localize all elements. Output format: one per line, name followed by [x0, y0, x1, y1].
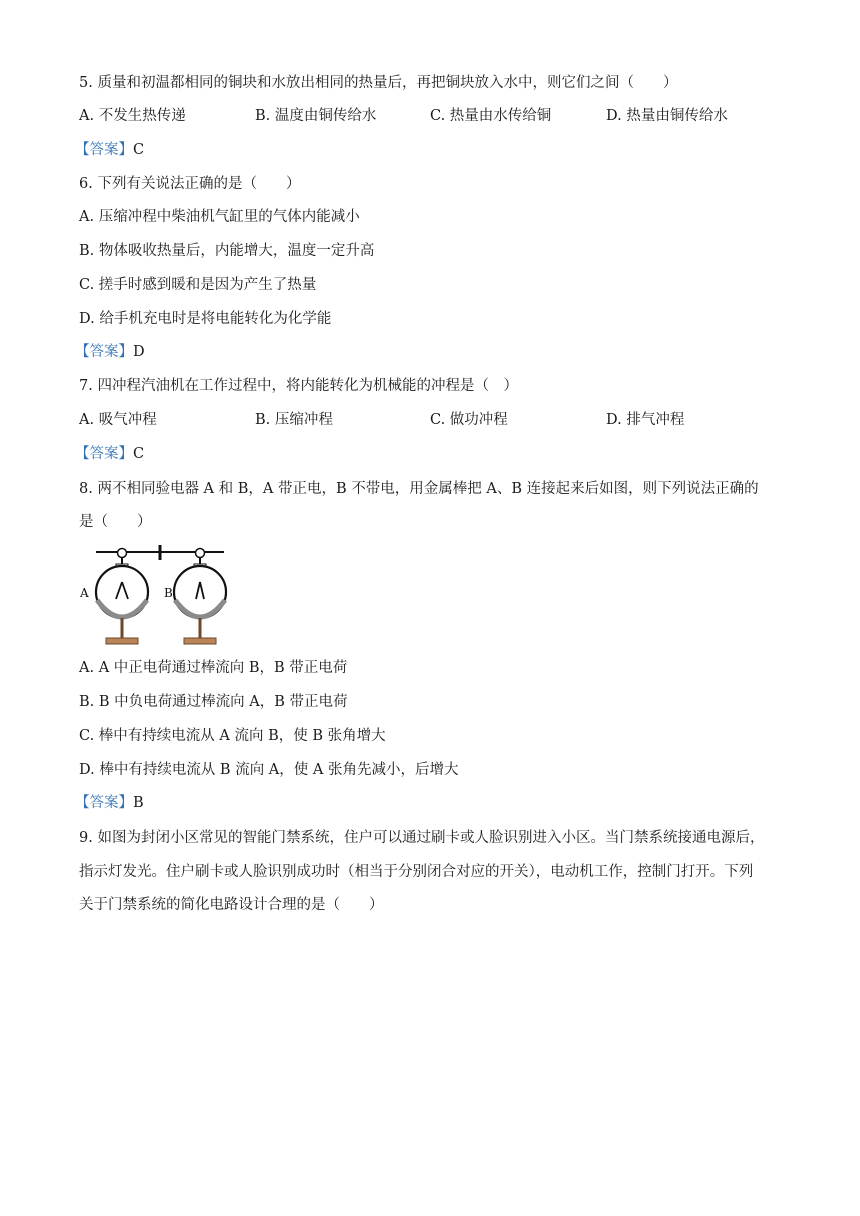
- option-a: A. 压缩冲程中柴油机气缸里的气体内能减小: [79, 209, 360, 225]
- option-d: D. 给手机充电时是将电能转化为化学能: [79, 311, 332, 327]
- question-9-stem-line-2: 指示灯发光。住户刷卡或人脸识别成功时（相当于分别闭合对应的开关），电动机工作，控制门打开。下列: [79, 864, 754, 880]
- option-c: C. 搓手时感到暖和是因为产生了热量: [79, 277, 317, 293]
- answer-tag: 【答案】: [75, 344, 133, 360]
- option-a: A. A 中正电荷通过棒流向 B，B 带正电荷: [79, 660, 348, 676]
- option-c: C. 热量由水传给铜: [430, 108, 552, 124]
- electroscope-b: [174, 549, 226, 645]
- option-b: B. 温度由铜传给水: [255, 108, 377, 124]
- question-8-stem-line-2: 是（ ）: [79, 514, 152, 530]
- electroscope-a: [96, 549, 148, 645]
- option-d: D. 热量由铜传给水: [606, 108, 728, 124]
- question-6-answer: [75, 342, 145, 362]
- label-a: A: [80, 586, 89, 600]
- question-7-options: [79, 410, 779, 430]
- option-b: B. 压缩冲程: [255, 412, 333, 428]
- option-c: C. 棒中有持续电流从 A 流向 B，使 B 张角增大: [79, 728, 386, 744]
- question-8-answer: [75, 793, 144, 813]
- label-b: B: [164, 586, 173, 600]
- question-9-stem-line-3: 关于门禁系统的简化电路设计合理的是（ ）: [79, 897, 384, 913]
- option-b: B. B 中负电荷通过棒流向 A，B 带正电荷: [79, 694, 348, 710]
- answer-tag: 【答案】: [75, 795, 133, 811]
- question-6-stem: 6. 下列有关说法正确的是（ ）: [79, 176, 301, 192]
- option-c: C. 做功冲程: [430, 412, 508, 428]
- question-9-stem-line-1: 9. 如图为封闭小区常见的智能门禁系统，住户可以通过刷卡或人脸识别进入小区。当门禁系统接通电源后，: [79, 830, 765, 846]
- option-a: A. 吸气冲程: [79, 412, 157, 428]
- answer-value: C: [133, 446, 145, 462]
- question-7-answer: [75, 444, 144, 464]
- answer-tag: 【答案】: [75, 446, 133, 462]
- question-5-options: [79, 106, 779, 126]
- option-d: D. 棒中有持续电流从 B 流向 A，使 A 张角先减小，后增大: [79, 762, 459, 778]
- option-a: A. 不发生热传递: [79, 108, 186, 124]
- answer-value: C: [133, 142, 145, 158]
- answer-value: D: [133, 344, 145, 360]
- option-d: D. 排气冲程: [606, 412, 685, 428]
- electroscopes-diagram: [78, 542, 228, 652]
- option-b: B. 物体吸收热量后，内能增大，温度一定升高: [79, 243, 375, 259]
- answer-value: B: [133, 795, 144, 811]
- question-5-stem: 5. 质量和初温都相同的铜块和水放出相同的热量后，再把铜块放入水中，则它们之间（ ）: [79, 75, 678, 91]
- electroscope-figure: [78, 542, 228, 652]
- question-7-stem: 7. 四冲程汽油机在工作过程中，将内能转化为机械能的冲程是（ ）: [79, 378, 518, 394]
- question-8-stem-line-1: 8. 两不相同验电器 A 和 B，A 带正电，B 不带电，用金属棒把 A、B 连接起来后如图，则下列说法正确的: [79, 481, 759, 497]
- question-5-answer: [75, 140, 144, 160]
- answer-tag: 【答案】: [75, 142, 133, 158]
